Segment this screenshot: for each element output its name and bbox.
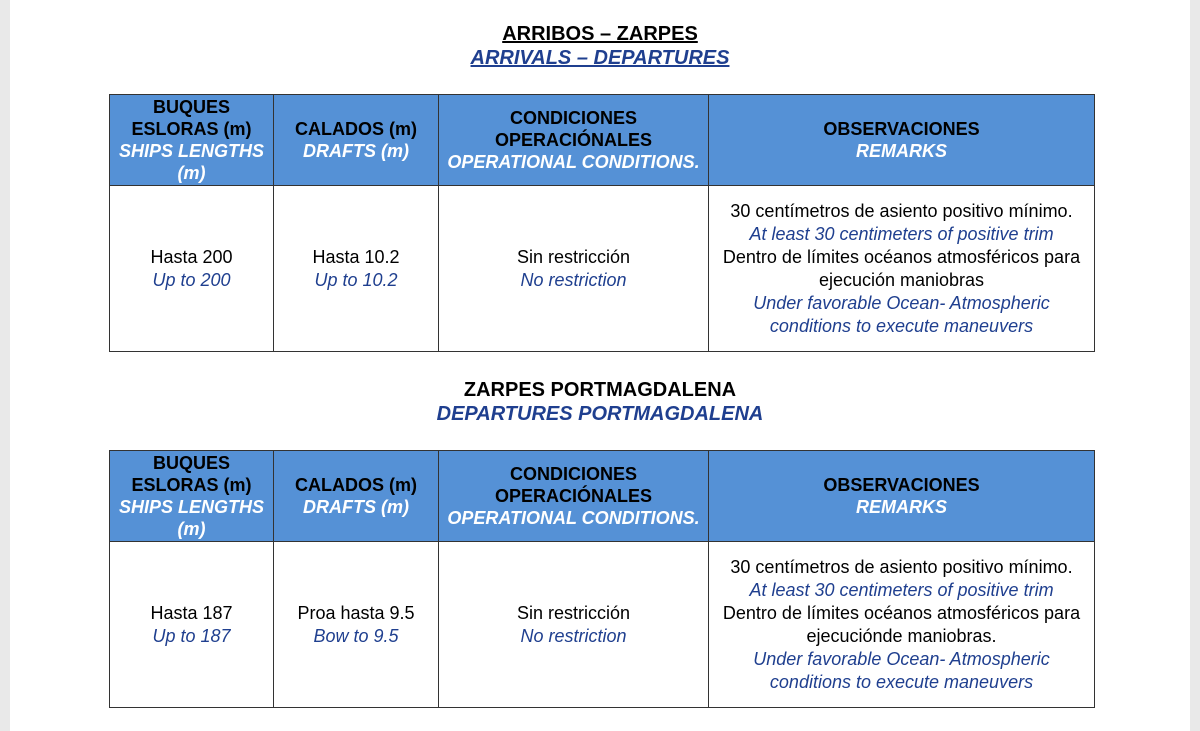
cell-conditions-en: No restriction	[520, 269, 627, 290]
header-remarks-es: OBSERVACIONES	[823, 475, 980, 495]
table-row	[110, 186, 1095, 352]
cell-ships	[110, 542, 274, 708]
header-drafts-en: DRAFTS (m)	[303, 141, 409, 161]
header-remarks-en: REMARKS	[855, 141, 947, 161]
remark2-en: Under favorable Ocean- Atmospheric conditions to execute maneuvers	[753, 648, 1050, 692]
cell-ships	[110, 186, 274, 352]
table-header-row	[110, 451, 1095, 542]
header-ships	[110, 451, 274, 542]
section2-heading	[10, 378, 1190, 426]
cell-conditions	[439, 542, 709, 708]
cell-drafts-es: Hasta 10.2	[312, 246, 400, 267]
header-ships	[110, 95, 274, 186]
remark2-en: Under favorable Ocean- Atmospheric conditions to execute maneuvers	[753, 292, 1050, 336]
departures-portmagdalena-table	[109, 450, 1095, 708]
cell-drafts-es: Proa hasta 9.5	[297, 602, 415, 623]
cell-ships-en: Up to 200	[152, 269, 231, 290]
cell-ships-en: Up to 187	[152, 625, 231, 646]
cell-conditions-en: No restriction	[520, 625, 627, 646]
header-ships-es: BUQUES ESLORAS (m)	[131, 453, 252, 495]
remark1-es: 30 centímetros de asiento positivo mínimo.	[730, 200, 1073, 221]
header-ships-es: BUQUES ESLORAS (m)	[131, 97, 252, 139]
section1-title-en: ARRIVALS – DEPARTURES	[470, 47, 730, 69]
header-ships-en: SHIPS LENGTHS (m)	[118, 497, 265, 539]
header-conditions-en: OPERATIONAL CONDITIONS.	[447, 152, 700, 172]
header-drafts-en: DRAFTS (m)	[303, 497, 409, 517]
cell-remarks	[709, 542, 1095, 708]
header-drafts	[274, 451, 439, 542]
cell-drafts-en: Up to 10.2	[314, 269, 398, 290]
cell-remarks	[709, 186, 1095, 352]
remark2-es: Dentro de límites océanos atmosféricos para ejecución maniobras	[722, 246, 1081, 290]
cell-ships-es: Hasta 200	[150, 246, 233, 267]
cell-conditions-es: Sin restricción	[516, 602, 631, 623]
table-row	[110, 542, 1095, 708]
arrivals-departures-table	[109, 94, 1095, 352]
header-conditions-es: CONDICIONES OPERACIÓNALES	[494, 108, 653, 150]
cell-ships-es: Hasta 187	[150, 602, 233, 623]
cell-conditions	[439, 186, 709, 352]
header-conditions-es: CONDICIONES OPERACIÓNALES	[494, 464, 653, 506]
header-ships-en: SHIPS LENGTHS (m)	[118, 141, 265, 183]
cell-drafts	[274, 542, 439, 708]
header-conditions-en: OPERATIONAL CONDITIONS.	[447, 508, 700, 528]
header-drafts-es: CALADOS (m)	[295, 119, 417, 139]
cell-conditions-es: Sin restricción	[516, 246, 631, 267]
header-remarks	[709, 451, 1095, 542]
remark1-en: At least 30 centimeters of positive trim	[749, 579, 1054, 600]
section2-title-en: DEPARTURES PORTMAGDALENA	[436, 403, 764, 425]
remark2-es: Dentro de límites océanos atmosféricos para ejecuciónde maniobras.	[722, 602, 1081, 646]
cell-drafts	[274, 186, 439, 352]
header-remarks-en: REMARKS	[855, 497, 947, 517]
header-remarks	[709, 95, 1095, 186]
document-page	[10, 0, 1190, 731]
header-conditions	[439, 451, 709, 542]
section1-heading	[10, 22, 1190, 70]
table-header-row	[110, 95, 1095, 186]
header-drafts-es: CALADOS (m)	[295, 475, 417, 495]
cell-drafts-en: Bow to 9.5	[313, 625, 399, 646]
remark1-en: At least 30 centimeters of positive trim	[749, 223, 1054, 244]
header-conditions	[439, 95, 709, 186]
header-drafts	[274, 95, 439, 186]
section1-title-es: ARRIBOS – ZARPES	[502, 23, 698, 45]
section2-title-es: ZARPES PORTMAGDALENA	[463, 379, 737, 401]
header-remarks-es: OBSERVACIONES	[823, 119, 980, 139]
remark1-es: 30 centímetros de asiento positivo mínimo.	[730, 556, 1073, 577]
